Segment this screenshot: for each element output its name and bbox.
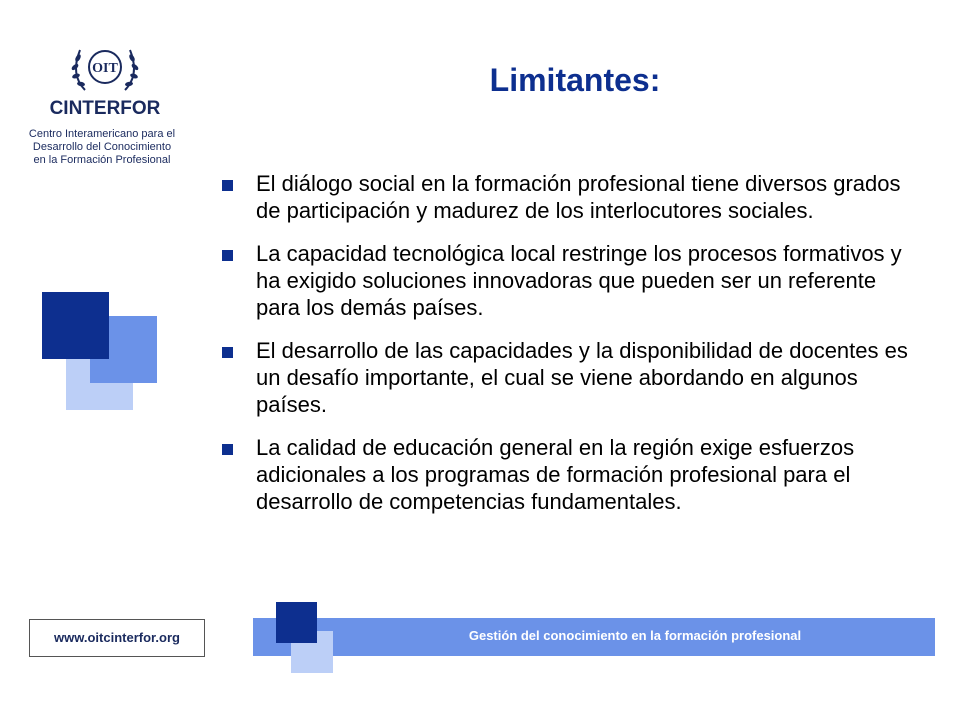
square-bullet-icon [222, 444, 233, 455]
bullet-item: La capacidad tecnológica local restringe los procesos formativos y ha exigido soluciones innovadoras que pueden ser un referente para los demás países. [222, 240, 922, 321]
square-bullet-icon [222, 250, 233, 261]
cinterfor-logo [40, 40, 170, 120]
svg-text:OIT: OIT [92, 61, 118, 76]
footer-square-dark [276, 602, 317, 643]
square-bullet-icon [222, 180, 233, 191]
website-link[interactable]: www.oitcinterfor.org [29, 619, 205, 657]
logo-subtitle: Centro Interamericano para el Desarrollo del Conocimiento en la Formación Profesional [28, 128, 176, 166]
bullet-item: El diálogo social en la formación profesional tiene diversos grados de participación y madurez de los interlocutores sociales. [222, 170, 922, 224]
bullet-list [222, 170, 922, 531]
footer-tagline: Gestión del conocimiento en la formación profesional [468, 628, 802, 643]
square-bullet-icon [222, 347, 233, 358]
slide-title: Limitantes: [489, 62, 661, 98]
decor-square-dark [42, 292, 109, 359]
brand-name: CINTERFOR [49, 98, 161, 119]
bullet-item: La calidad de educación general en la región exige esfuerzos adicionales a los programas de formación profesional para el desarrollo de competencias fundamentales. [222, 434, 922, 515]
oit-emblem-icon [40, 40, 170, 120]
bullet-item: El desarrollo de las capacidades y la disponibilidad de docentes es un desafío importante, el cual se viene abordando en algunos países. [222, 337, 922, 418]
